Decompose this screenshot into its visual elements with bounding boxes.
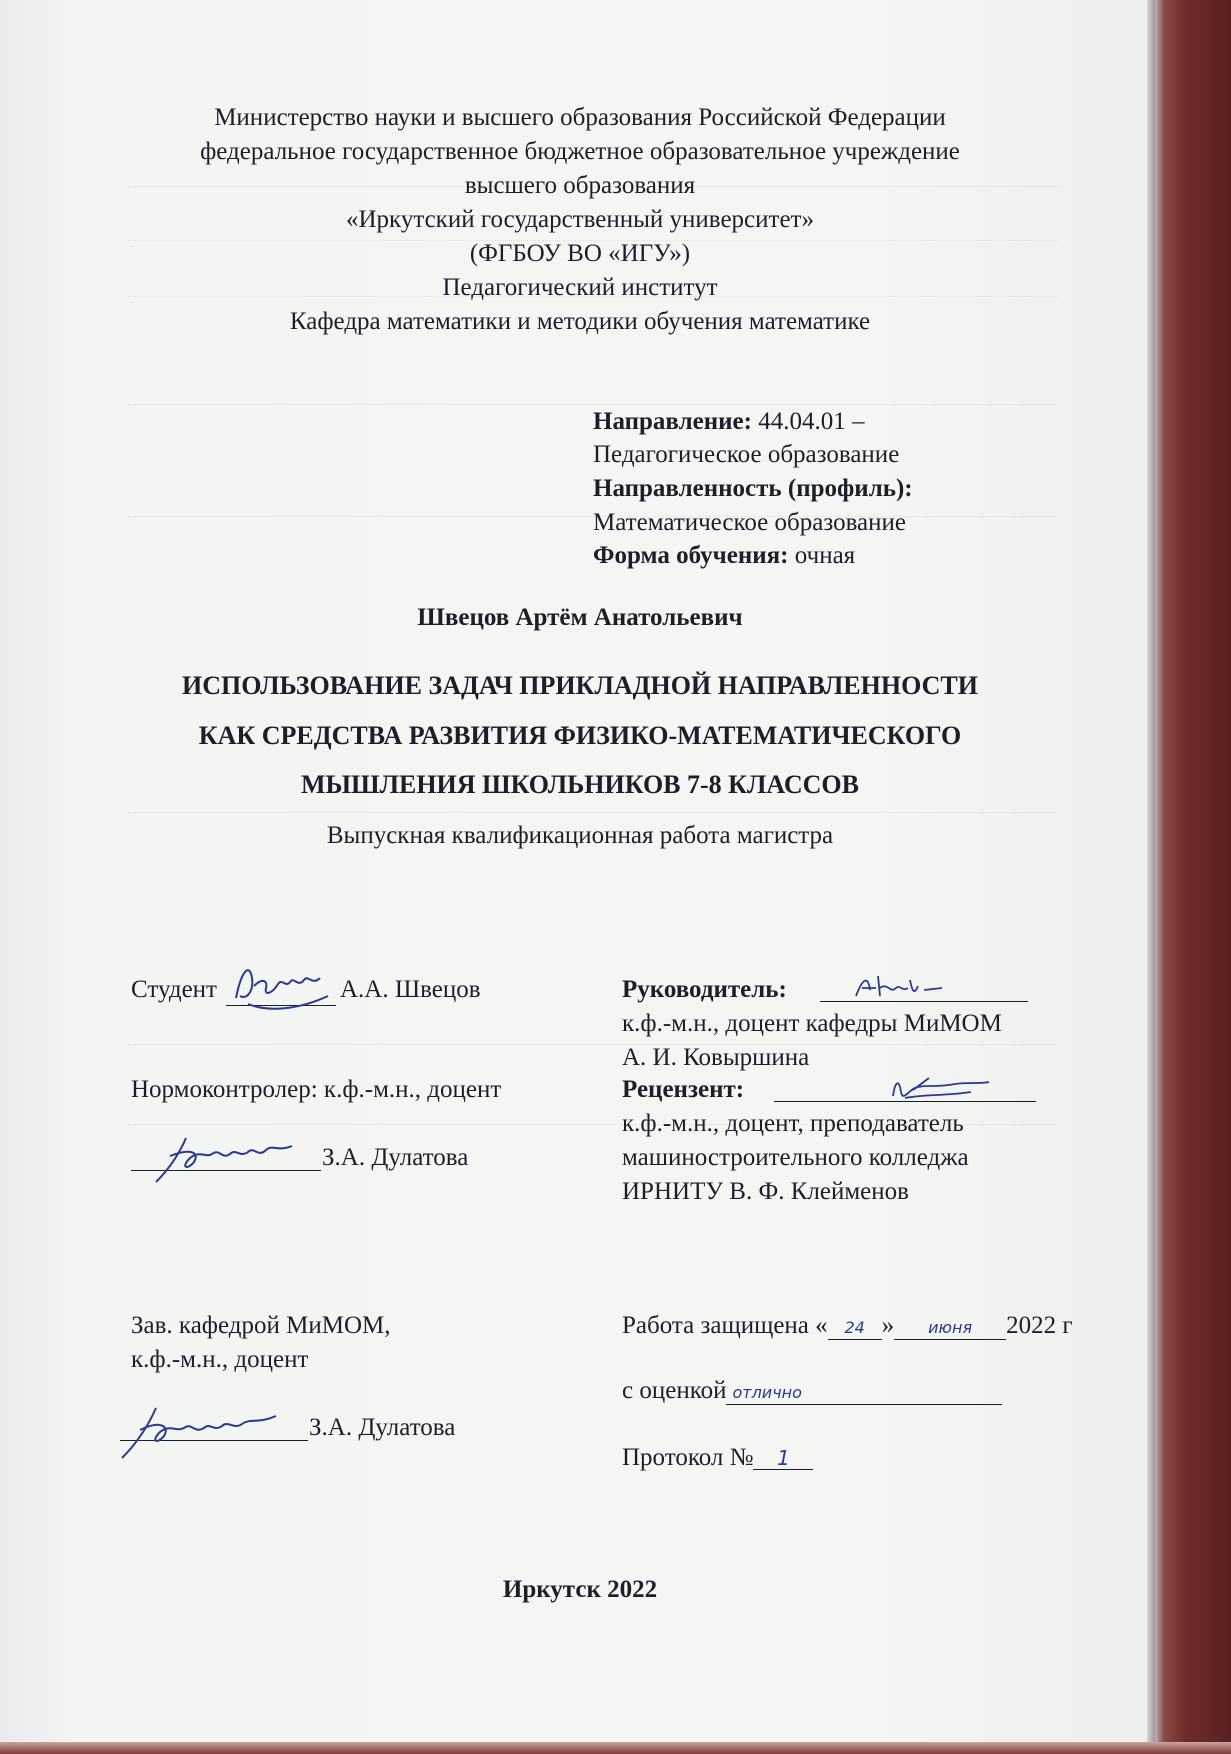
reviewer-name: ИРНИТУ В. Ф. Клейменов bbox=[622, 1178, 909, 1205]
author-name: Швецов Артём Анатольевич bbox=[417, 604, 743, 631]
header-abbreviation: (ФГБОУ ВО «ИГУ») bbox=[469, 240, 691, 267]
page-binding-shadow bbox=[1147, 0, 1155, 1754]
normcontrol-name: З.А. Дулатова bbox=[322, 1144, 469, 1171]
protocol-field bbox=[753, 1447, 813, 1470]
header-institute: Педагогический институт bbox=[442, 274, 718, 301]
book-cover-bottom-edge bbox=[0, 1742, 1231, 1754]
head-name: З.А. Дулатова bbox=[309, 1414, 456, 1441]
grade-label: с оценкой bbox=[622, 1377, 727, 1404]
normcontrol-signature bbox=[150, 1128, 310, 1188]
work-type: Выпускная квалификационная работа магистра bbox=[326, 822, 834, 849]
bleed-through-line bbox=[128, 404, 1058, 405]
student-label: Студент bbox=[131, 976, 217, 1003]
form-value: очная bbox=[794, 542, 856, 569]
direction-name: Педагогическое образование bbox=[593, 441, 900, 468]
defense-prefix: Работа защищена « bbox=[622, 1312, 828, 1339]
title-line-3: МЫШЛЕНИЯ ШКОЛЬНИКОВ 7-8 КЛАССОВ bbox=[300, 770, 859, 799]
grade-value: отлично bbox=[732, 1383, 802, 1402]
head-signature bbox=[118, 1400, 288, 1462]
defense-month: июня bbox=[928, 1318, 973, 1337]
bleed-through-line bbox=[128, 812, 1058, 813]
title-line-2: КАК СРЕДСТВА РАЗВИТИЯ ФИЗИКО-МАТЕМАТИЧЕСКОГО bbox=[198, 721, 962, 750]
supervisor-signature bbox=[850, 966, 950, 1006]
city-year: Иркутск 2022 bbox=[502, 1576, 658, 1603]
defense-mid: » bbox=[881, 1312, 895, 1339]
head-label-2: к.ф.-м.н., доцент bbox=[131, 1346, 309, 1373]
supervisor-label: Руководитель: bbox=[622, 976, 787, 1003]
supervisor-degree: к.ф.-м.н., доцент кафедры МиМОМ bbox=[622, 1010, 1002, 1037]
reviewer-degree: к.ф.-м.н., доцент, преподаватель bbox=[622, 1110, 964, 1137]
header-institution-type: федеральное государственное бюджетное образовательное учреждение bbox=[200, 138, 960, 165]
header-education-level: высшего образования bbox=[464, 172, 696, 199]
direction-line bbox=[593, 407, 864, 437]
defense-month-field bbox=[894, 1315, 1006, 1340]
defense-date-line bbox=[622, 1311, 1073, 1341]
direction-label: Направление: bbox=[593, 408, 752, 435]
reviewer-college: машиностроительного колледжа bbox=[622, 1144, 969, 1171]
protocol-line bbox=[622, 1443, 813, 1473]
supervisor-name: А. И. Ковыршина bbox=[622, 1044, 810, 1071]
book-cover-binding bbox=[1155, 0, 1231, 1754]
defense-day-field bbox=[828, 1315, 882, 1340]
form-line bbox=[593, 541, 855, 571]
header-department: Кафедра математики и методики обучения математике bbox=[289, 308, 871, 335]
protocol-value: 1 bbox=[777, 1446, 790, 1470]
defense-day: 24 bbox=[844, 1318, 865, 1337]
profile-label: Направленность (профиль): bbox=[593, 475, 913, 502]
direction-code: 44.04.01 – bbox=[758, 408, 865, 435]
student-signature bbox=[228, 958, 336, 1016]
head-label-1: Зав. кафедрой МиМОМ, bbox=[131, 1312, 391, 1339]
title-line-1: ИСПОЛЬЗОВАНИЕ ЗАДАЧ ПРИКЛАДНОЙ НАПРАВЛЕННОСТИ bbox=[182, 671, 978, 700]
student-name: А.А. Швецов bbox=[340, 976, 481, 1003]
reviewer-signature bbox=[885, 1070, 995, 1110]
reviewer-label: Рецензент: bbox=[622, 1076, 745, 1103]
profile-value: Математическое образование bbox=[593, 509, 906, 536]
header-ministry: Министерство науки и высшего образования Российской Федерации bbox=[214, 104, 946, 131]
bleed-through-line bbox=[128, 1044, 1058, 1045]
grade-line bbox=[622, 1376, 1002, 1406]
form-label: Форма обучения: bbox=[593, 542, 789, 569]
defense-year: 2022 г bbox=[1006, 1312, 1073, 1339]
header-university: «Иркутский государственный университет» bbox=[346, 206, 814, 233]
protocol-label: Протокол № bbox=[622, 1444, 754, 1471]
normcontrol-label: Нормоконтролер: к.ф.-м.н., доцент bbox=[131, 1076, 502, 1103]
grade-field bbox=[726, 1380, 1002, 1405]
